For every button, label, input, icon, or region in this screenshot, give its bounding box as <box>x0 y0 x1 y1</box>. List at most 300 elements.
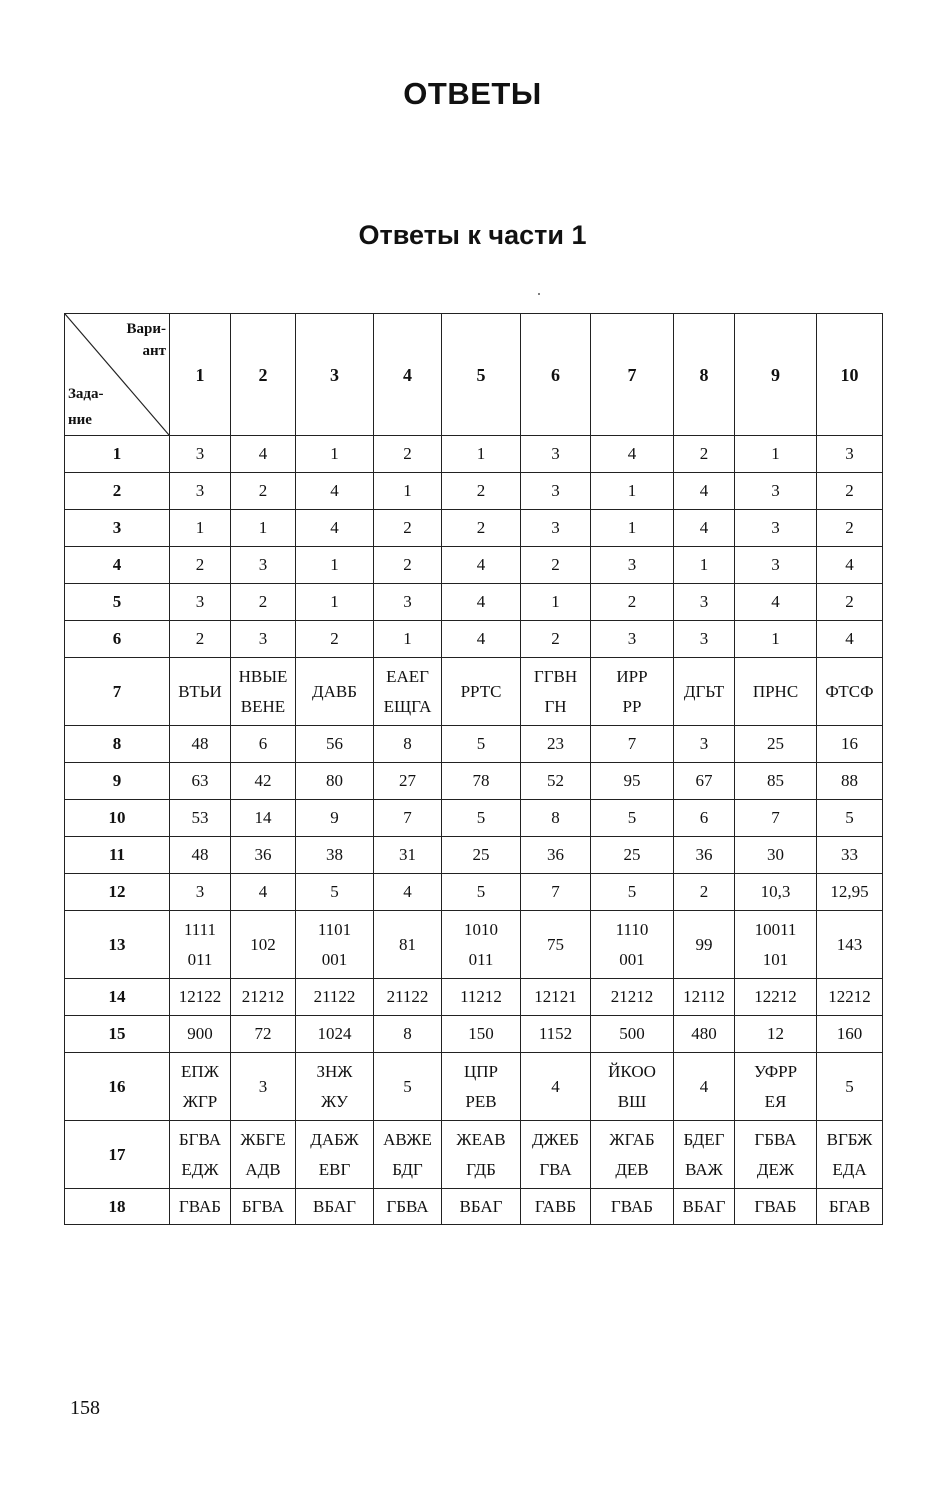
answer-text: 48 <box>191 734 209 753</box>
answer-cell <box>374 1016 442 1053</box>
variant-header: 3 <box>296 314 374 436</box>
answer-text: 4 <box>699 1076 709 1096</box>
table-row <box>65 837 883 874</box>
answer-cell <box>442 800 521 837</box>
answer-text: 36 <box>254 845 272 864</box>
answer-text: 1010 <box>464 919 498 939</box>
answer-text: ДАВБ <box>312 681 357 701</box>
answer-cell <box>231 621 296 658</box>
answer-cell <box>296 1053 374 1121</box>
answer-text: 27 <box>399 771 416 790</box>
answer-cell <box>231 911 296 979</box>
answer-text: РРТС <box>460 681 502 701</box>
answer-cell <box>170 1189 231 1225</box>
answer-text: ГВАБ <box>610 1196 654 1216</box>
answer-text: ЕАЕГ <box>386 666 429 686</box>
answer-cell <box>735 763 817 800</box>
answer-cell <box>231 658 296 726</box>
table-row <box>65 979 883 1016</box>
answer-cell <box>170 837 231 874</box>
answer-text: 4 <box>476 592 486 611</box>
answer-cell <box>817 726 883 763</box>
answer-text: ГГВН <box>533 666 578 686</box>
answer-cell <box>521 874 591 911</box>
answer-text: 8 <box>403 734 412 753</box>
task-number-cell: 1 <box>65 436 170 473</box>
answer-cell <box>442 726 521 763</box>
answer-cell <box>231 1121 296 1189</box>
answer-cell <box>735 874 817 911</box>
answer-cell <box>442 1121 521 1189</box>
answer-text: БГАВ <box>828 1196 871 1216</box>
task-number-cell: 12 <box>65 874 170 911</box>
answer-text: 4 <box>258 444 268 463</box>
answer-cell <box>442 1053 521 1121</box>
answer-text: 4 <box>258 882 268 901</box>
answer-text: БДЕГ <box>683 1129 725 1149</box>
answer-cell <box>296 547 374 584</box>
answer-cell <box>442 547 521 584</box>
task-number-cell: 8 <box>65 726 170 763</box>
answer-text: 12121 <box>534 987 577 1006</box>
answer-text: ДЖЕБ <box>532 1129 579 1149</box>
answer-cell <box>735 979 817 1016</box>
answer-text: 81 <box>399 934 416 954</box>
answer-cell <box>817 473 883 510</box>
answer-cell <box>231 510 296 547</box>
answer-cell <box>374 510 442 547</box>
answer-cell <box>521 837 591 874</box>
answer-cell <box>591 726 674 763</box>
answer-text: 4 <box>330 481 339 500</box>
answer-cell <box>674 874 735 911</box>
answer-text: ГВА <box>539 1159 572 1179</box>
answer-cell <box>374 763 442 800</box>
answer-text: 21212 <box>241 987 285 1006</box>
answer-text: 001 <box>619 949 645 969</box>
answer-text: 102 <box>250 934 276 954</box>
answer-text: 33 <box>841 845 858 864</box>
answer-text: ЕЩГА <box>383 696 432 716</box>
task-number-cell: 4 <box>65 547 170 584</box>
answer-text: 3 <box>627 555 637 574</box>
answer-cell <box>442 979 521 1016</box>
answer-text: 7 <box>771 808 780 827</box>
answer-cell <box>674 510 735 547</box>
answer-text: 12,95 <box>830 882 869 901</box>
answer-cell <box>521 1121 591 1189</box>
answer-cell <box>521 1189 591 1225</box>
task-number-cell: 2 <box>65 473 170 510</box>
answer-cell <box>231 1189 296 1225</box>
answer-text: 143 <box>836 934 863 954</box>
corner-label-task <box>68 381 104 433</box>
answer-text: 12122 <box>178 987 222 1006</box>
answer-cell <box>442 1016 521 1053</box>
answer-cell <box>231 1053 296 1121</box>
answer-text: 3 <box>845 444 854 463</box>
answer-text: 4 <box>330 518 339 537</box>
answer-text: 2 <box>403 518 412 537</box>
variant-header: 4 <box>374 314 442 436</box>
answer-text: 25 <box>623 845 641 864</box>
answer-cell <box>817 1189 883 1225</box>
answer-text: РЕВ <box>465 1091 497 1111</box>
answer-text: 2 <box>258 481 268 500</box>
answer-text: ГДБ <box>466 1159 496 1179</box>
answer-text: ФТСФ <box>825 681 874 701</box>
answer-cell <box>521 911 591 979</box>
answer-cell <box>817 800 883 837</box>
answer-text: 8 <box>403 1024 412 1043</box>
answer-text: РР <box>622 696 642 716</box>
answer-cell <box>521 800 591 837</box>
answer-cell <box>817 1053 883 1121</box>
answer-text: 80 <box>326 771 343 790</box>
answer-text: ЖГР <box>182 1091 218 1111</box>
answer-text: 1110 <box>615 919 649 939</box>
table-row <box>65 1016 883 1053</box>
answer-text: ЖЕАВ <box>456 1129 506 1149</box>
answer-text: ГБВА <box>754 1129 797 1149</box>
answer-text: 3 <box>551 444 560 463</box>
answer-cell <box>170 621 231 658</box>
answer-cell <box>817 621 883 658</box>
answer-cell <box>521 1016 591 1053</box>
answer-text: 25 <box>472 845 490 864</box>
answer-text: 3 <box>258 555 268 574</box>
answer-text: 2 <box>403 444 412 463</box>
answer-cell <box>674 436 735 473</box>
answer-cell <box>674 911 735 979</box>
answer-cell <box>817 911 883 979</box>
answer-cell <box>521 436 591 473</box>
answer-cell <box>442 621 521 658</box>
answer-text: 9 <box>330 808 339 827</box>
answer-text: БГВА <box>178 1129 222 1149</box>
answer-text: 5 <box>403 1076 412 1096</box>
answer-text: 4 <box>699 481 709 500</box>
answer-text: 2 <box>476 481 486 500</box>
answer-text: ЙКОО <box>608 1061 656 1081</box>
answer-text: АДВ <box>245 1159 281 1179</box>
answer-text: 2 <box>699 444 709 463</box>
answer-text: 3 <box>195 444 205 463</box>
answer-cell <box>591 436 674 473</box>
answer-cell <box>170 726 231 763</box>
answer-text: 36 <box>547 845 564 864</box>
answer-text: ИРР <box>616 666 648 686</box>
answer-cell <box>374 1189 442 1225</box>
answer-cell <box>374 621 442 658</box>
answer-cell <box>170 1016 231 1053</box>
answer-text: ЕПЖ <box>181 1061 219 1081</box>
answer-text: 10,3 <box>760 882 791 901</box>
answer-cell <box>374 726 442 763</box>
answers-body <box>65 436 883 1225</box>
answer-text: 3 <box>551 518 560 537</box>
page-number: 158 <box>70 1397 100 1419</box>
section-title: Ответы к части 1 <box>358 220 587 250</box>
answer-cell <box>296 1189 374 1225</box>
answer-text: 011 <box>187 949 213 969</box>
answer-cell <box>735 658 817 726</box>
answer-cell <box>591 658 674 726</box>
answer-text: 67 <box>695 771 713 790</box>
header-row <box>65 314 883 436</box>
table-row <box>65 584 883 621</box>
answer-cell <box>296 1016 374 1053</box>
answer-text: ВГБЖ <box>826 1129 873 1149</box>
answer-cell <box>374 436 442 473</box>
answer-cell <box>591 837 674 874</box>
answer-cell <box>296 436 374 473</box>
answer-cell <box>591 1053 674 1121</box>
answer-text: 63 <box>191 771 209 790</box>
answer-cell <box>521 979 591 1016</box>
answer-text: 3 <box>403 592 412 611</box>
answer-text: ГАВБ <box>534 1196 577 1216</box>
answer-text: 2 <box>699 882 709 901</box>
variant-header: 6 <box>521 314 591 436</box>
answer-text: 500 <box>619 1024 645 1043</box>
table-row <box>65 436 883 473</box>
answer-text: 1 <box>258 518 268 537</box>
answer-text: 101 <box>762 949 789 969</box>
variant-header: 1 <box>170 314 231 436</box>
answer-text: 1 <box>627 518 637 537</box>
answer-cell <box>674 1016 735 1053</box>
answer-cell <box>170 584 231 621</box>
answer-text: 2 <box>258 592 268 611</box>
answer-text: ВЕНЕ <box>240 696 286 716</box>
answer-text: ГН <box>544 696 567 716</box>
answer-text: 88 <box>841 771 858 790</box>
answers-table <box>64 313 883 1225</box>
answer-text: 10011 <box>754 919 797 939</box>
answer-cell <box>170 874 231 911</box>
answer-cell <box>674 1189 735 1225</box>
answer-cell <box>735 510 817 547</box>
answer-text: 21212 <box>610 987 654 1006</box>
answer-text: 1 <box>330 444 339 463</box>
task-number-cell: 18 <box>65 1189 170 1225</box>
answer-cell <box>591 979 674 1016</box>
answer-text: ВТЬИ <box>178 681 222 701</box>
answer-text: ДГЬТ <box>683 681 725 701</box>
task-number-cell: 17 <box>65 1121 170 1189</box>
variant-header: 8 <box>674 314 735 436</box>
answer-text: 1 <box>771 629 780 648</box>
answer-text: 2 <box>476 518 486 537</box>
answer-cell <box>674 473 735 510</box>
task-number-cell: 9 <box>65 763 170 800</box>
answer-text: 14 <box>254 808 272 827</box>
task-number-cell: 5 <box>65 584 170 621</box>
answer-cell <box>231 979 296 1016</box>
answer-text: 4 <box>771 592 780 611</box>
answer-cell <box>231 436 296 473</box>
answer-text: ВАЖ <box>685 1159 723 1179</box>
answer-cell <box>296 874 374 911</box>
answer-text: ЦПР <box>463 1061 498 1081</box>
answer-text: 7 <box>627 734 637 753</box>
answer-text: 38 <box>326 845 343 864</box>
answer-cell <box>170 911 231 979</box>
table-row <box>65 1121 883 1189</box>
answer-text: 2 <box>195 629 205 648</box>
answer-cell <box>374 473 442 510</box>
answer-cell <box>735 1189 817 1225</box>
answer-cell <box>296 510 374 547</box>
answer-text: ВБАГ <box>682 1196 726 1216</box>
answer-cell <box>374 547 442 584</box>
answer-text: 3 <box>195 882 205 901</box>
answer-cell <box>170 436 231 473</box>
task-number-cell: 13 <box>65 911 170 979</box>
answer-cell <box>296 763 374 800</box>
answer-text: 8 <box>551 808 560 827</box>
answer-cell <box>591 547 674 584</box>
answer-cell <box>374 911 442 979</box>
answer-text: ГВАБ <box>178 1196 222 1216</box>
answer-cell <box>442 473 521 510</box>
answer-text: ВБАГ <box>459 1196 503 1216</box>
answer-cell <box>591 621 674 658</box>
answer-text: 3 <box>195 592 205 611</box>
answer-text: 30 <box>767 845 784 864</box>
answer-text: 1101 <box>317 919 352 939</box>
answer-cell <box>521 473 591 510</box>
answer-text: 1024 <box>317 1024 352 1043</box>
corner-variant-line1: Вари- <box>126 321 166 337</box>
answer-cell <box>521 621 591 658</box>
answer-text: 12112 <box>683 987 725 1006</box>
task-number-cell: 10 <box>65 800 170 837</box>
answer-cell <box>591 584 674 621</box>
answer-text: 95 <box>623 771 641 790</box>
answer-text: БДГ <box>392 1159 423 1179</box>
task-number-cell: 7 <box>65 658 170 726</box>
answer-text: 160 <box>836 1024 863 1043</box>
answer-text: 3 <box>258 629 268 648</box>
answer-cell <box>521 763 591 800</box>
answer-cell <box>374 1053 442 1121</box>
answer-cell <box>442 510 521 547</box>
answer-text: 12212 <box>754 987 797 1006</box>
task-number-cell: 6 <box>65 621 170 658</box>
answer-text: 12 <box>767 1024 784 1043</box>
answer-text: 3 <box>699 629 709 648</box>
table-row <box>65 1189 883 1225</box>
answer-cell <box>735 726 817 763</box>
answer-cell <box>817 584 883 621</box>
answer-cell <box>591 911 674 979</box>
answer-cell <box>170 979 231 1016</box>
answer-text: 5 <box>627 808 637 827</box>
answer-cell <box>735 547 817 584</box>
answer-text: 1 <box>403 629 412 648</box>
answer-text: ЗНЖ <box>316 1061 353 1081</box>
answer-cell <box>735 837 817 874</box>
variant-header: 2 <box>231 314 296 436</box>
answer-text: 1 <box>551 592 560 611</box>
answer-cell <box>296 800 374 837</box>
answer-cell <box>674 547 735 584</box>
variant-header: 9 <box>735 314 817 436</box>
answer-text: 21122 <box>313 987 356 1006</box>
task-number-cell: 14 <box>65 979 170 1016</box>
variant-header: 5 <box>442 314 521 436</box>
answer-cell <box>170 1121 231 1189</box>
answer-text: 1 <box>476 444 486 463</box>
answer-text: 5 <box>476 882 486 901</box>
answer-text: 11212 <box>460 987 502 1006</box>
answer-text: 1 <box>699 555 709 574</box>
answer-cell <box>442 436 521 473</box>
answer-cell <box>674 979 735 1016</box>
answer-text: 6 <box>258 734 268 753</box>
answer-text: 4 <box>551 1076 560 1096</box>
answer-cell <box>817 436 883 473</box>
table-row <box>65 621 883 658</box>
answer-cell <box>817 1121 883 1189</box>
answer-cell <box>817 547 883 584</box>
answer-text: 3 <box>771 518 780 537</box>
answer-cell <box>296 1121 374 1189</box>
variant-header: 7 <box>591 314 674 436</box>
scan-speck <box>538 293 540 295</box>
answer-cell <box>374 979 442 1016</box>
answer-text: 99 <box>695 934 713 954</box>
answer-text: 1 <box>771 444 780 463</box>
answer-cell <box>374 1121 442 1189</box>
answer-text: 3 <box>258 1076 268 1096</box>
answer-cell <box>817 874 883 911</box>
answer-cell <box>591 1121 674 1189</box>
answer-text: ВБАГ <box>313 1196 356 1216</box>
answer-text: 5 <box>845 1076 854 1096</box>
answer-cell <box>296 837 374 874</box>
answer-cell <box>521 658 591 726</box>
table-row <box>65 547 883 584</box>
answer-text: 1111 <box>183 919 217 939</box>
table-row <box>65 658 883 726</box>
answer-cell <box>817 658 883 726</box>
answer-text: 3 <box>195 481 205 500</box>
answer-text: 53 <box>191 808 209 827</box>
answer-cell <box>591 763 674 800</box>
answer-cell <box>374 837 442 874</box>
corner-task-line1: Зада- <box>68 386 104 402</box>
answer-text: 1 <box>330 592 339 611</box>
answer-text: ЖБГЕ <box>240 1129 286 1149</box>
answer-cell <box>735 436 817 473</box>
answer-cell <box>296 473 374 510</box>
answer-text: 2 <box>403 555 412 574</box>
answer-cell <box>521 726 591 763</box>
answer-cell <box>442 658 521 726</box>
answer-cell <box>442 837 521 874</box>
answer-text: 2 <box>195 555 205 574</box>
answer-text: АВЖЕ <box>383 1129 432 1149</box>
answer-text: 4 <box>476 629 486 648</box>
answer-cell <box>591 1189 674 1225</box>
answer-text: 3 <box>551 481 560 500</box>
answer-text: УФРР <box>753 1061 798 1081</box>
answer-cell <box>442 874 521 911</box>
variant-header: 10 <box>817 314 883 436</box>
